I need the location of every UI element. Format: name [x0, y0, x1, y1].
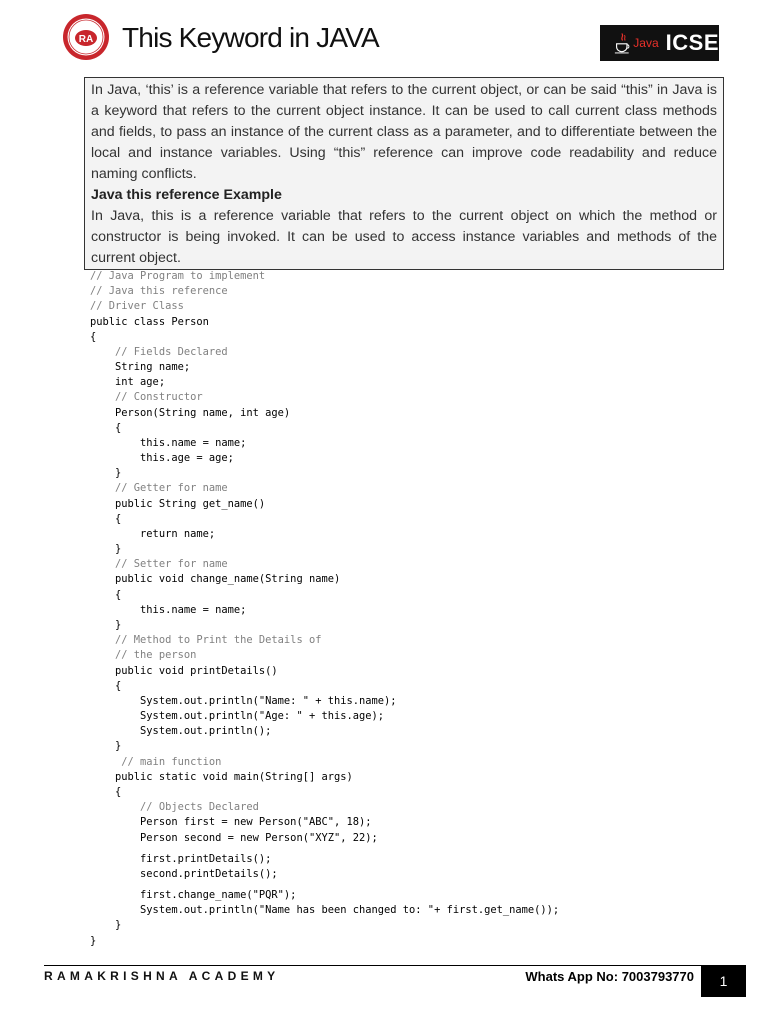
code-line: }	[90, 619, 122, 631]
code-line: }	[90, 467, 122, 479]
academy-logo	[62, 13, 110, 61]
code-line: // Constructor	[90, 391, 203, 403]
code-line: Person first = new Person("ABC", 18);	[90, 816, 372, 828]
example-paragraph: In Java, this is a reference variable that refers to the current object on which the method or constructor is being invoked. It can be used to access instance variables and methods of the current object.	[91, 208, 717, 266]
code-line: {	[90, 331, 97, 343]
code-line: first.printDetails();	[90, 853, 272, 865]
code-line: public class Person	[90, 316, 209, 328]
code-line: // Objects Declared	[90, 801, 259, 813]
code-line: // Getter for name	[90, 482, 228, 494]
code-line: // Fields Declared	[90, 346, 228, 358]
code-line: // Method to Print the Details of	[90, 634, 322, 646]
section-subheading: Java this reference Example	[91, 187, 282, 203]
code-line: // main function	[90, 756, 222, 768]
code-line: {	[90, 786, 122, 798]
code-line: {	[90, 680, 122, 692]
footer-divider	[44, 965, 746, 966]
code-line: }	[90, 935, 97, 947]
page-number: 1	[701, 965, 746, 997]
code-line: System.out.println();	[90, 725, 272, 737]
intro-box	[84, 77, 724, 270]
code-line: this.name = name;	[90, 437, 247, 449]
page-title: This Keyword in JAVA	[122, 22, 379, 53]
code-line: int age;	[90, 376, 166, 388]
code-line: {	[90, 589, 122, 601]
code-line: // Driver Class	[90, 300, 184, 312]
code-line: return name;	[90, 528, 216, 540]
code-line: // the person	[90, 649, 197, 661]
code-line: second.printDetails();	[90, 868, 278, 880]
code-line: this.name = name;	[90, 604, 247, 616]
java-icse-badge	[600, 25, 719, 61]
footer-whatsapp-number: Whats App No: 7003793770	[525, 969, 694, 984]
code-line: public void printDetails()	[90, 665, 278, 677]
java-label: Java	[633, 36, 659, 50]
code-line: System.out.println("Name: " + this.name);	[90, 695, 397, 707]
code-line: String name;	[90, 361, 191, 373]
code-line: this.age = age;	[90, 452, 234, 464]
code-line: public void change_name(String name)	[90, 573, 341, 585]
code-line: Person(String name, int age)	[90, 407, 291, 419]
code-line: {	[90, 422, 122, 434]
code-line: public static void main(String[] args)	[90, 771, 353, 783]
java-coffee-cup-icon	[614, 30, 631, 56]
code-line: first.change_name("PQR");	[90, 889, 297, 901]
code-line: System.out.println("Age: " + this.age);	[90, 710, 385, 722]
code-line: }	[90, 919, 122, 931]
code-line: }	[90, 740, 122, 752]
intro-paragraph: In Java, ‘this’ is a reference variable that refers to the current object, or can be said “this” in Java is a keyword that refers to the current object instance. It can be used to call current class methods and fields, to pass an instance of the current class as a parameter, and to differentiate between the local and instance variables. Using “this” reference can improve code readability and reduce naming conflicts.	[91, 82, 717, 182]
code-line: // Java Program to implement	[90, 270, 266, 282]
code-line: Person second = new Person("XYZ", 22);	[90, 832, 378, 844]
code-line: public String get_name()	[90, 498, 266, 510]
footer-brand: RAMAKRISHNA ACADEMY	[44, 969, 280, 983]
icse-label: ICSE	[665, 30, 719, 55]
logo-initials: RA	[78, 34, 94, 45]
code-line: // Java this reference	[90, 285, 228, 297]
code-line: {	[90, 513, 122, 525]
code-line: System.out.println("Name has been changed to: "+ first.get_name());	[90, 904, 560, 916]
code-line: // Setter for name	[90, 558, 228, 570]
code-line: }	[90, 543, 122, 555]
